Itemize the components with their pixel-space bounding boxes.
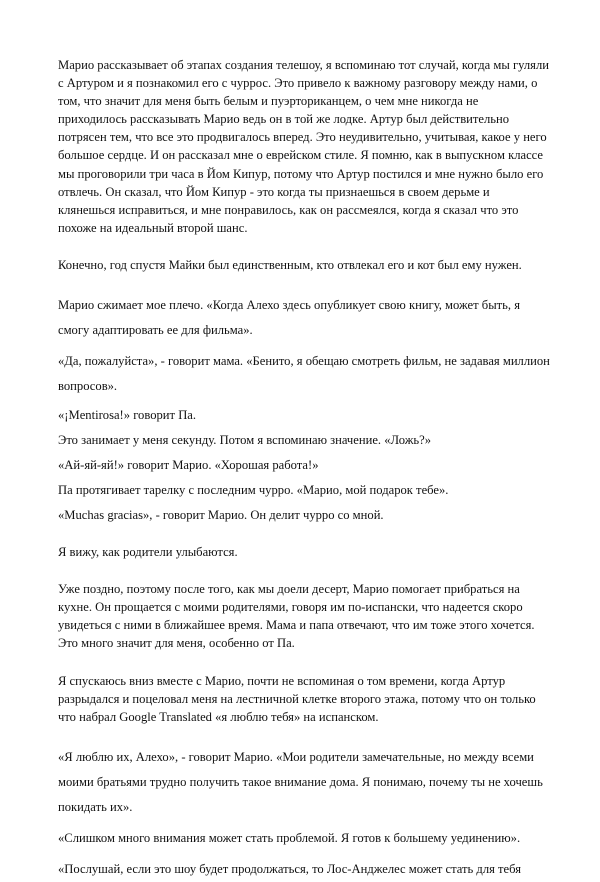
paragraph-1: Марио рассказывает об этапах создания телешоу, я вспоминаю тот случай, когда мы гуляли с Артуром и я познакомил его с чуррос. Это привело к важному разговору между нами, о том, что значит для меня быть белым и пуэрториканцем, о чем мне никогда не приходилось рассказывать Марио ведь он в той же лодке. Артур был действительно потрясен тем, что все это продвигалось вперед. Это неудивительно, учитывая, какое у него большое сердце. И он рассказал мне о еврейском стиле. Я помню, как в выпускном классе мы проговорили три часа в Йом Кипур, потому что Артур постился и мне нужно было его отвлечь. Он сказал, что Йом Кипур - это когда ты признаешься в своем дерьме и клянешься исправиться, и мне понравилось, как он рассмеялся, когда я сказал что это похоже на идеальный второй шанс. bbox=[58, 58, 549, 235]
paragraph-10: Я вижу, как родители улыбаются. bbox=[58, 545, 238, 560]
paragraph-12: Я спускаюсь вниз вместе с Марио, почти не вспоминая о том времени, когда Артур разрыдался и поцеловал меня на лестничной клетке второго этажа, потому что он только что набрал Google Translated «я люблю тебя» на испанском. bbox=[58, 673, 536, 724]
paragraph-15: «Послушай, если это шоу будет продолжаться, то Лос-Анджелес может стать для тебя bbox=[58, 861, 522, 876]
paragraph-7: «Ай-яй-яй!» говорит Марио. «Хорошая работа!» bbox=[58, 458, 319, 473]
paragraph-8: Па протягивает тарелку с последним чурро. «Марио, мой подарок тебе». bbox=[58, 483, 449, 498]
paragraph-14: «Слишком много внимания может стать проблемой. Я готов к большему уединению». bbox=[58, 830, 521, 845]
paragraph-4: «Да, пожалуйста», - говорит мама. «Бенито, я обещаю смотреть фильм, не задавая миллион вопросов». bbox=[58, 354, 550, 394]
paragraph-11: Уже поздно, поэтому после того, как мы доели десерт, Марио помогает прибраться на кухне. Он прощается с моими родителями, говоря им по-испански, что надеется скоро увидеться с ними в ближайшее время. Мама и папа отвечают, что им тоже этого хочется. Это много значит для меня, особенно от Па. bbox=[58, 582, 535, 651]
document-page bbox=[58, 56, 550, 882]
paragraph-3: Марио сжимает мое плечо. «Когда Алехо здесь опубликует свою книгу, может быть, я смогу адаптировать ее для фильма». bbox=[58, 298, 520, 338]
paragraph-6: Это занимает у меня секунду. Потом я вспоминаю значение. «Ложь?» bbox=[58, 433, 432, 448]
paragraph-9: «Muchas gracias», - говорит Марио. Он делит чурро со мной. bbox=[58, 508, 384, 523]
paragraph-13: «Я люблю их, Алехо», - говорит Марио. «Мои родители замечательные, но между всеми моими братьями трудно получить такое внимание дома. Я понимаю, почему ты не хочешь покидать их». bbox=[58, 749, 543, 814]
paragraph-2: Конечно, год спустя Майки был единственным, кто отвлекал его и кот был ему нужен. bbox=[58, 257, 522, 272]
paragraph-5: «¡Mentirosa!» говорит Па. bbox=[58, 408, 197, 423]
